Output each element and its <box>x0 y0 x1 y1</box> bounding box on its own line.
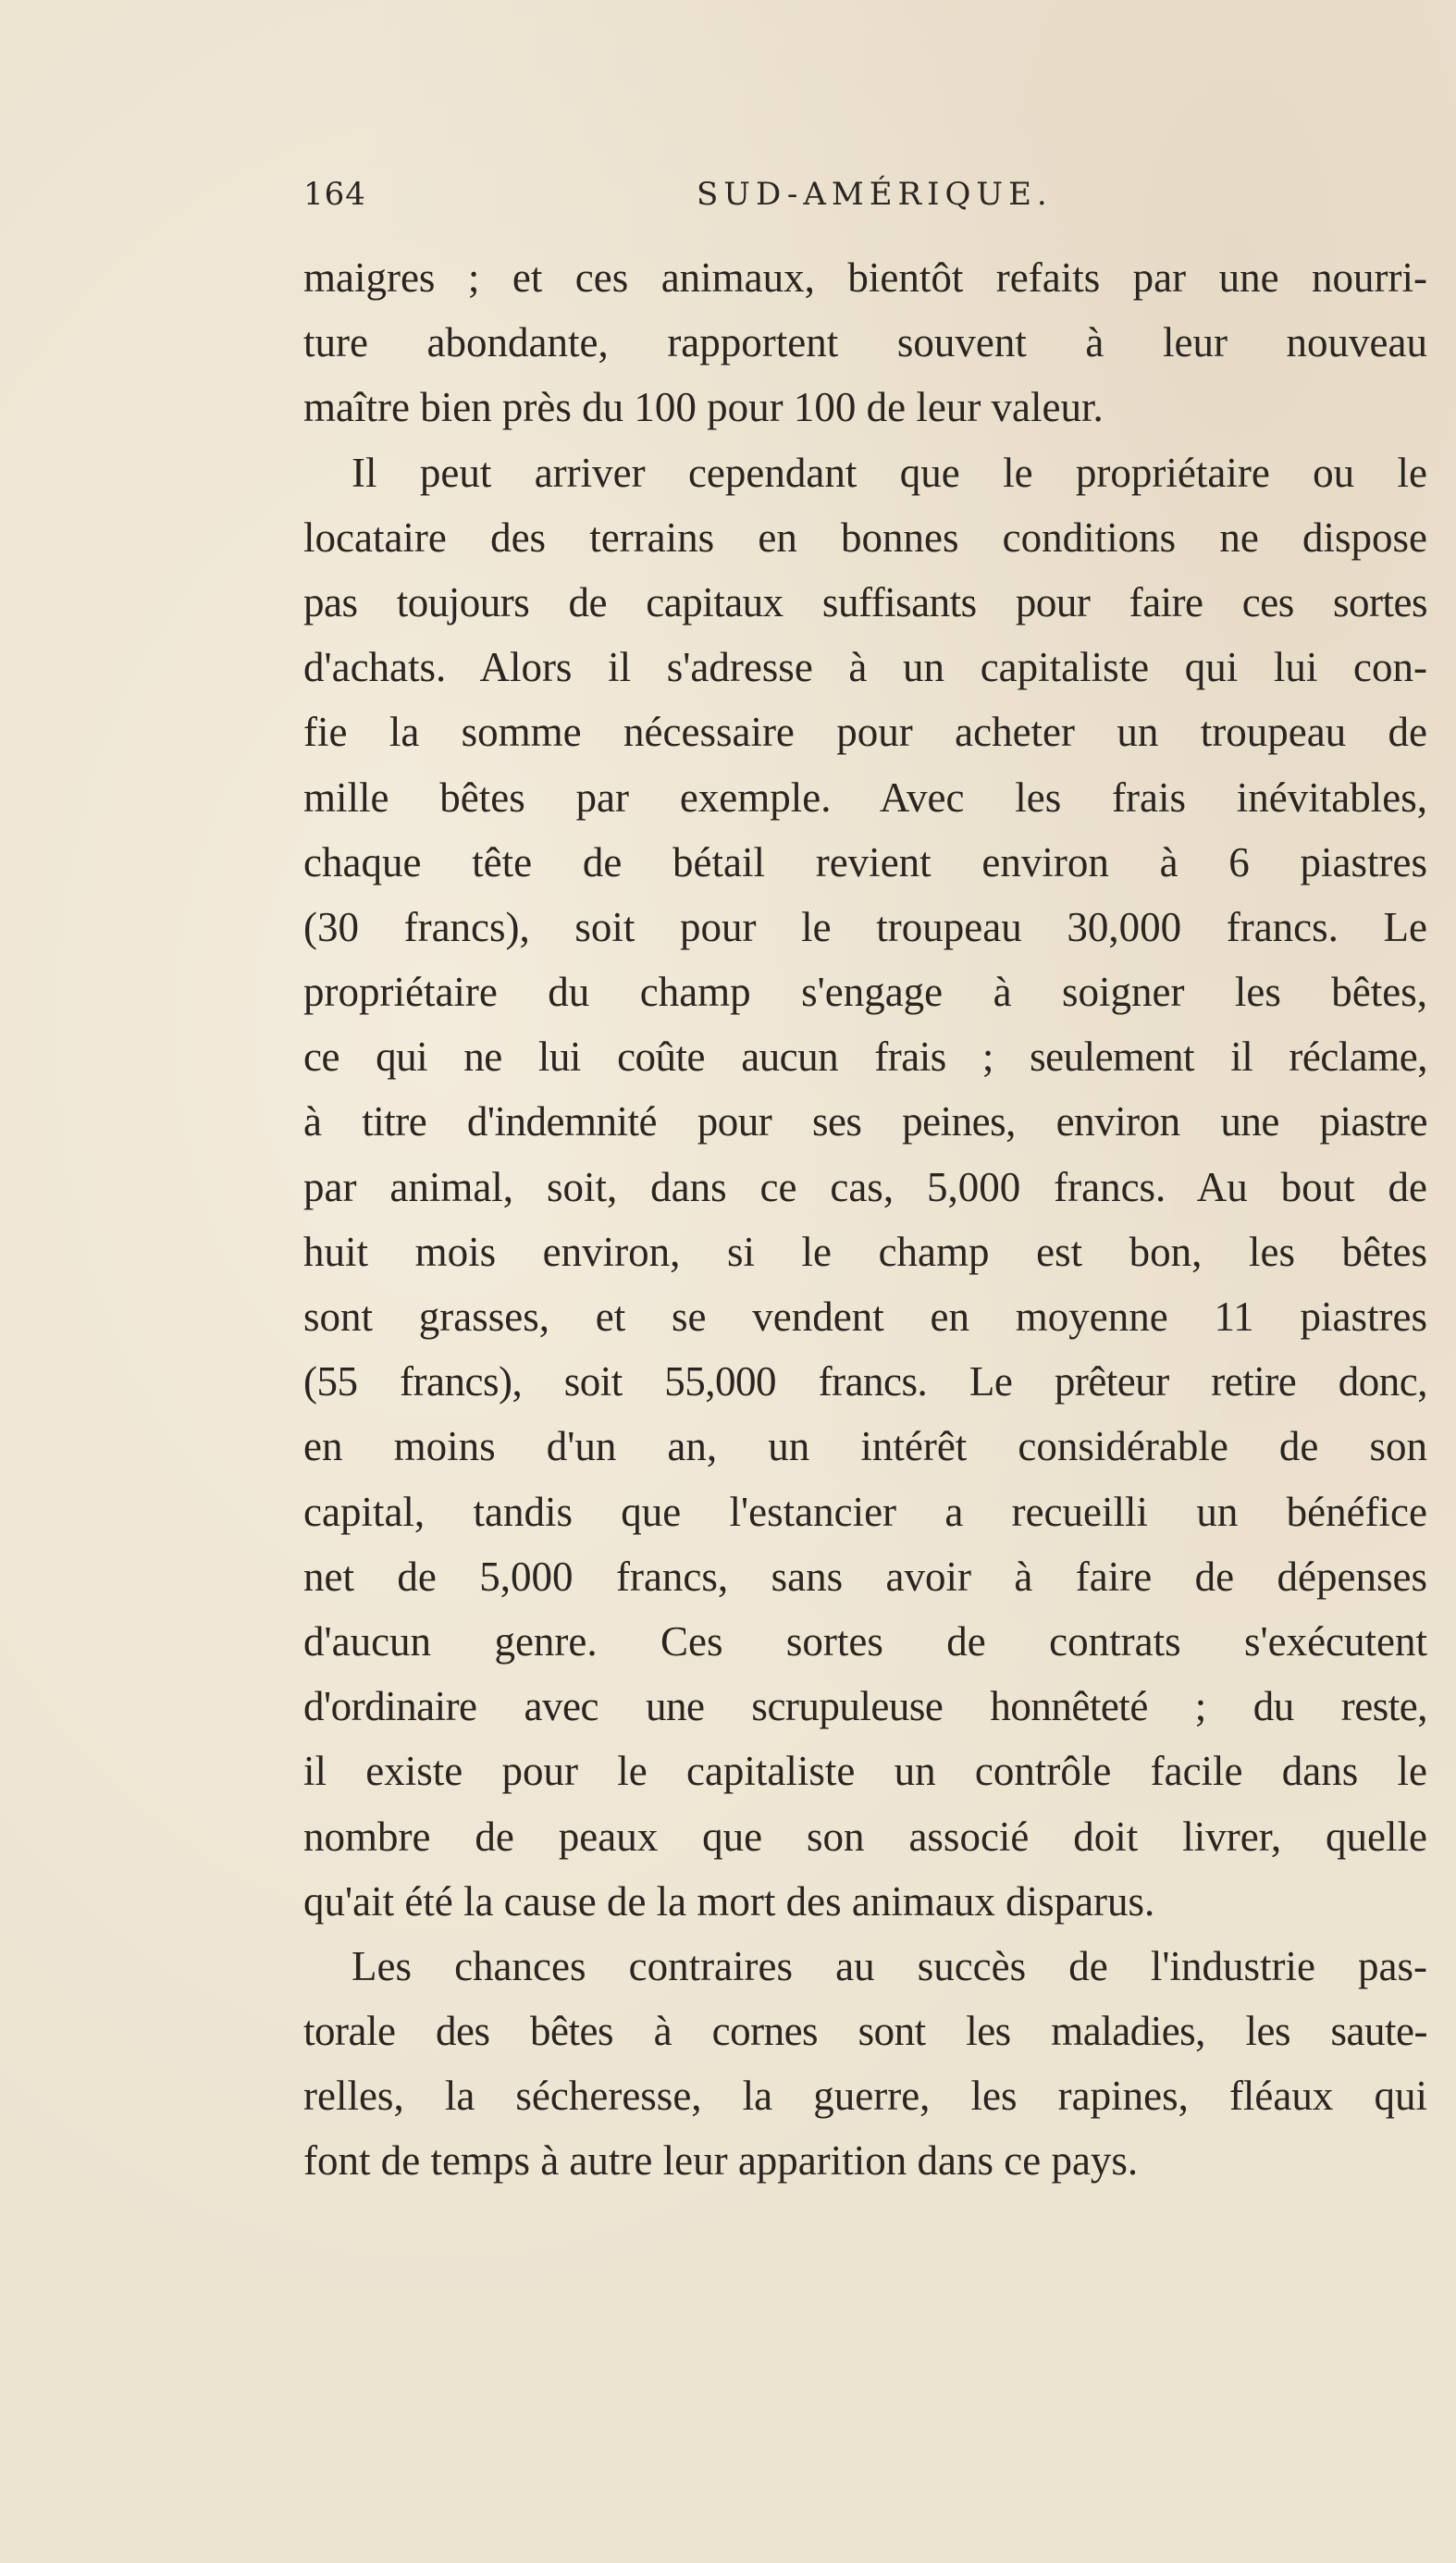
text-line: font de temps à autre leur apparition dans ce pays. <box>303 2137 1139 2185</box>
running-title: SUD-AMÉRIQUE. <box>697 176 1053 213</box>
text-line: d'aucun genre. Ces sortes de contrats s'exécutent <box>303 1617 1427 1665</box>
text-line: mille bêtes par exemple. Avec les frais inévitables, <box>303 774 1427 821</box>
text-line: Les chances contraires au succès de l'industrie pas- <box>352 1942 1427 1989</box>
text-line: relles, la sécheresse, la guerre, les rapines, fléaux qui <box>303 2073 1427 2120</box>
page-number: 164 <box>303 176 366 213</box>
text-line: il existe pour le capitaliste un contrôle facile dans le <box>303 1748 1427 1795</box>
text-line: par animal, soit, dans ce cas, 5,000 francs. Au bout de <box>303 1163 1427 1210</box>
text-line: capital, tandis que l'estancier a recueilli un bénéfice <box>303 1488 1427 1535</box>
text-line: maigres ; et ces animaux, bientôt refaits par une nourri- <box>303 254 1427 301</box>
text-line: (55 francs), soit 55,000 francs. Le prêteur retire donc, <box>303 1358 1427 1405</box>
text-line: propriétaire du champ s'engage à soigner les bêtes, <box>303 969 1427 1016</box>
text-line: net de 5,000 francs, sans avoir à faire de dépenses <box>303 1553 1427 1600</box>
text-line: d'ordinaire avec une scrupuleuse honnêteté ; du reste, <box>303 1683 1427 1730</box>
text-line: Il peut arriver cependant que le propriétaire ou le <box>352 449 1427 496</box>
text-line: pas toujours de capitaux suffisants pour faire ces sortes <box>303 578 1427 625</box>
text-line: fie la somme nécessaire pour acheter un troupeau de <box>303 709 1427 756</box>
text-line: ture abondante, rapportent souvent à leur nouveau <box>303 319 1427 366</box>
text-line: nombre de peaux que son associé doit livrer, quelle <box>303 1813 1427 1860</box>
text-line: à titre d'indemnité pour ses peines, environ une piastre <box>303 1098 1427 1145</box>
text-line: en moins d'un an, un intérêt considérable de son <box>303 1423 1427 1470</box>
page-header <box>303 176 1432 231</box>
text-line: ce qui ne lui coûte aucun frais ; seulement il réclame, <box>303 1034 1427 1081</box>
text-line: maître bien près du 100 pour 100 de leur valeur. <box>303 384 1104 431</box>
text-line: locataire des terrains en bonnes conditions ne dispose <box>303 514 1427 561</box>
body-text <box>303 245 1427 2194</box>
text-line: chaque tête de bétail revient environ à 6 piastres <box>303 838 1427 885</box>
text-line: sont grasses, et se vendent en moyenne 11 piastres <box>303 1294 1427 1340</box>
text-line: huit mois environ, si le champ est bon, les bêtes <box>303 1228 1427 1275</box>
text-line: qu'ait été la cause de la mort des animaux disparus. <box>303 1877 1155 1925</box>
text-line: d'achats. Alors il s'adresse à un capitaliste qui lui con- <box>303 644 1427 691</box>
text-line: torale des bêtes à cornes sont les maladies, les saute- <box>303 2008 1427 2055</box>
text-line: (30 francs), soit pour le troupeau 30,000 francs. Le <box>303 903 1427 950</box>
